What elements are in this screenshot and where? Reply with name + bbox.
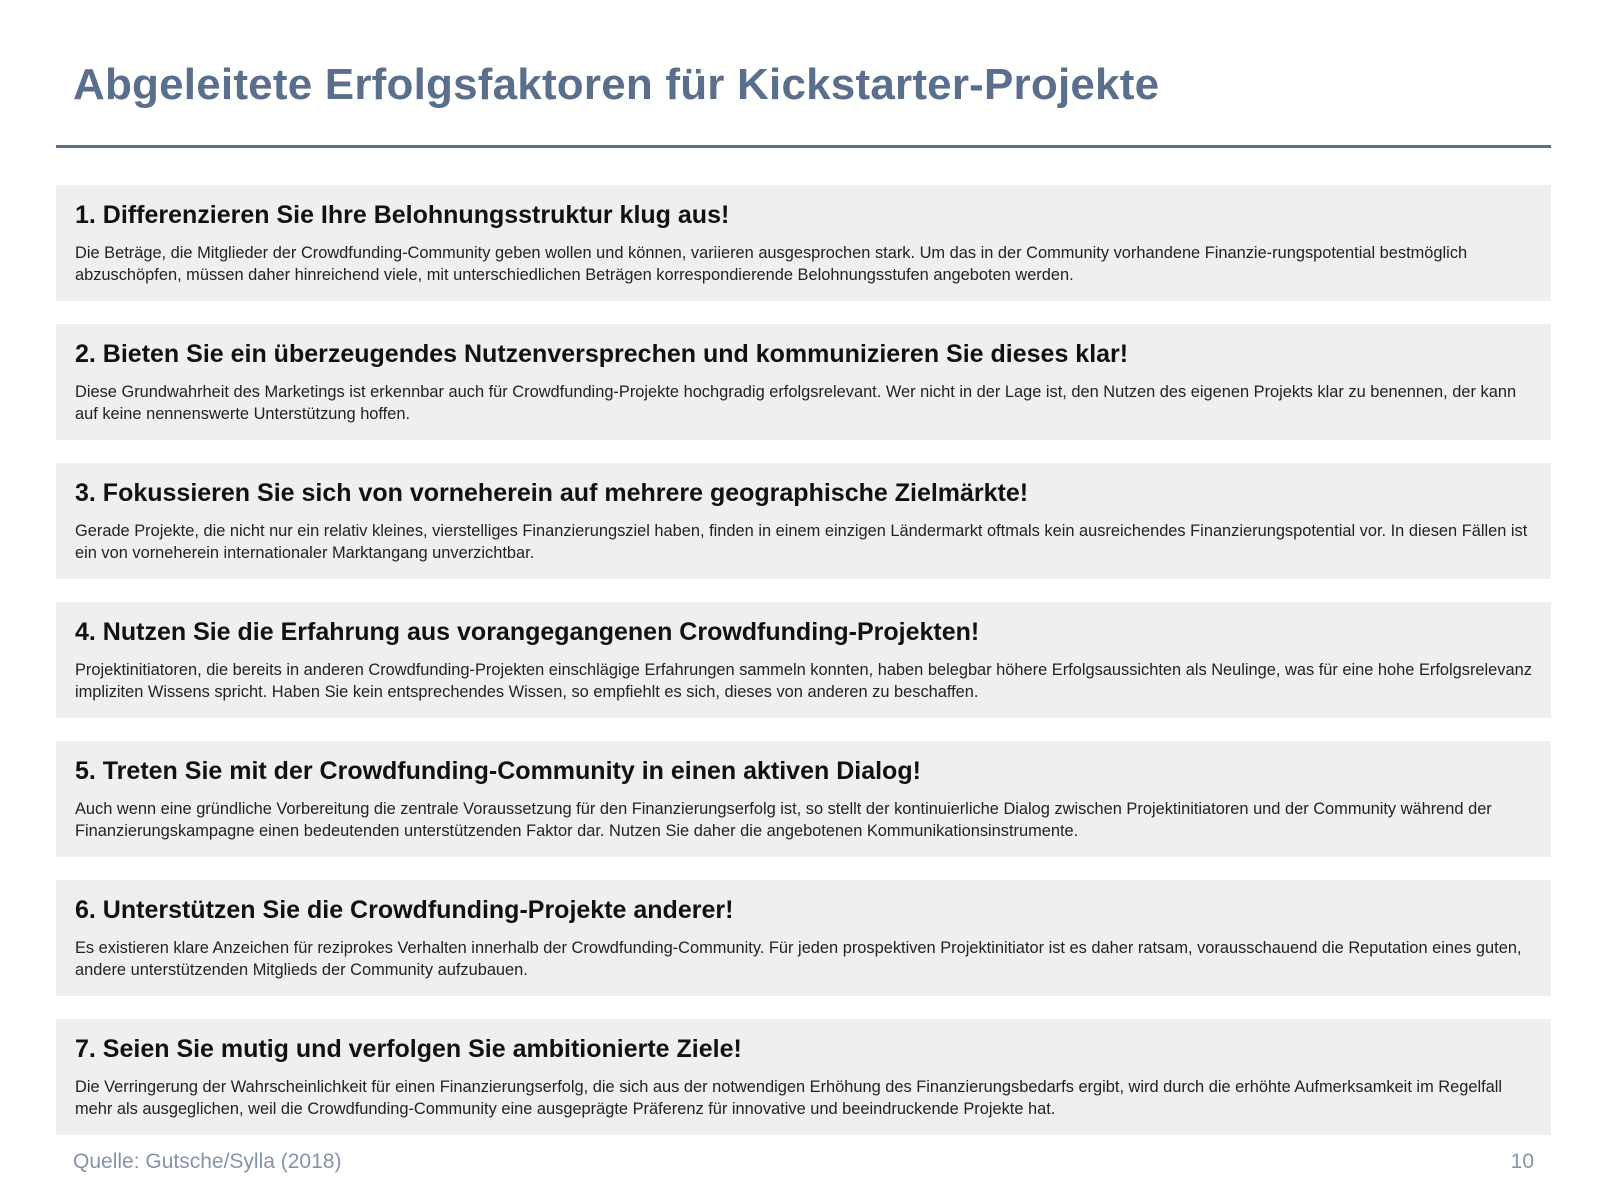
success-factor-3 bbox=[56, 463, 1551, 579]
success-factor-list bbox=[56, 185, 1551, 1158]
success-factor-6 bbox=[56, 880, 1551, 996]
factor-heading: 2. Bieten Sie ein überzeugendes Nutzenversprechen und kommunizieren Sie dieses klar! bbox=[75, 340, 1129, 368]
factor-heading: 1. Differenzieren Sie Ihre Belohnungsstruktur klug aus! bbox=[75, 201, 730, 229]
factor-heading: 3. Fokussieren Sie sich von vorneherein auf mehrere geographische Zielmärkte! bbox=[75, 479, 1029, 507]
factor-description: Gerade Projekte, die nicht nur ein relativ kleines, vierstelliges Finanzierungsziel haben, finden in einem einzigen Ländermarkt oftmals kein ausreichendes Finanzierungspotential vor. In diesen Fällen ist ein von vorneherein internationaler Marktangang unverzichtbar. bbox=[75, 522, 1528, 562]
factor-description: Projektinitiatoren, die bereits in anderen Crowdfunding-Projekten einschlägige Erfahrungen sammeln konnten, haben belegbar höhere Erfolgsaussichten als Neulinge, was für eine hohe Erfolgsrelevanz impliziten Wissens spricht. Haben Sie kein entsprechendes Wissen, so empfiehlt es sich, dieses von anderen zu beschaffen. bbox=[75, 661, 1532, 701]
success-factor-7 bbox=[56, 1019, 1551, 1135]
factor-description: Auch wenn eine gründliche Vorbereitung die zentrale Voraussetzung für den Finanzierungserfolg ist, so stellt der kontinuierliche Dialog zwischen Projektinitiatoren und der Community während der Finanzierungskampagne einen bedeutenden unterstützenden Faktor dar. Nutzen Sie daher die angebotenen Kommunikationsinstrumente. bbox=[75, 800, 1492, 840]
factor-description: Es existieren klare Anzeichen für reziprokes Verhalten innerhalb der Crowdfunding-Community. Für jeden prospektiven Projektinitiator ist es daher ratsam, vorausschauend die Reputation eines guten, andere unterstützenden Mitglieds der Community aufzubauen. bbox=[75, 939, 1522, 979]
success-factor-4 bbox=[56, 602, 1551, 718]
success-factor-2 bbox=[56, 324, 1551, 440]
factor-heading: 7. Seien Sie mutig und verfolgen Sie ambitionierte Ziele! bbox=[75, 1035, 742, 1063]
success-factor-1 bbox=[56, 185, 1551, 301]
slide-title: Abgeleitete Erfolgsfaktoren für Kickstarter-Projekte bbox=[73, 60, 1160, 109]
factor-description: Diese Grundwahrheit des Marketings ist erkennbar auch für Crowdfunding-Projekte hochgradig erfolgsrelevant. Wer nicht in der Lage ist, den Nutzen des eigenen Projekts klar zu benennen, der kann auf keine nennenswerte Unterstützung hoffen. bbox=[75, 383, 1517, 423]
factor-heading: 6. Unterstützen Sie die Crowdfunding-Projekte anderer! bbox=[75, 896, 734, 924]
page-number: 10 bbox=[1510, 1150, 1534, 1173]
source-citation: Quelle: Gutsche/Sylla (2018) bbox=[73, 1150, 342, 1173]
factor-heading: 5. Treten Sie mit der Crowdfunding-Community in einen aktiven Dialog! bbox=[75, 757, 921, 785]
factor-description: Die Beträge, die Mitglieder der Crowdfunding-Community geben wollen und können, variieren ausgesprochen stark. Um das in der Community vorhandene Finanzie-rungspotential bestmöglich abzuschöpfen, müssen daher hinreichend viele, mit unterschiedlichen Beträgen korrespondierende Belohnungsstufen angeboten werden. bbox=[75, 244, 1468, 284]
factor-description: Die Verringerung der Wahrscheinlichkeit für einen Finanzierungserfolg, die sich aus der notwendigen Erhöhung des Finanzierungsbedarfs ergibt, wird durch die erhöhte Aufmerksamkeit im Regelfall mehr als ausgeglichen, weil die Crowdfunding-Community eine ausgeprägte Präferenz für innovative und beeindruckende Projekte hat. bbox=[75, 1078, 1503, 1118]
factor-heading: 4. Nutzen Sie die Erfahrung aus vorangegangenen Crowdfunding-Projekten! bbox=[75, 618, 980, 646]
success-factor-5 bbox=[56, 741, 1551, 857]
title-divider bbox=[56, 145, 1551, 148]
